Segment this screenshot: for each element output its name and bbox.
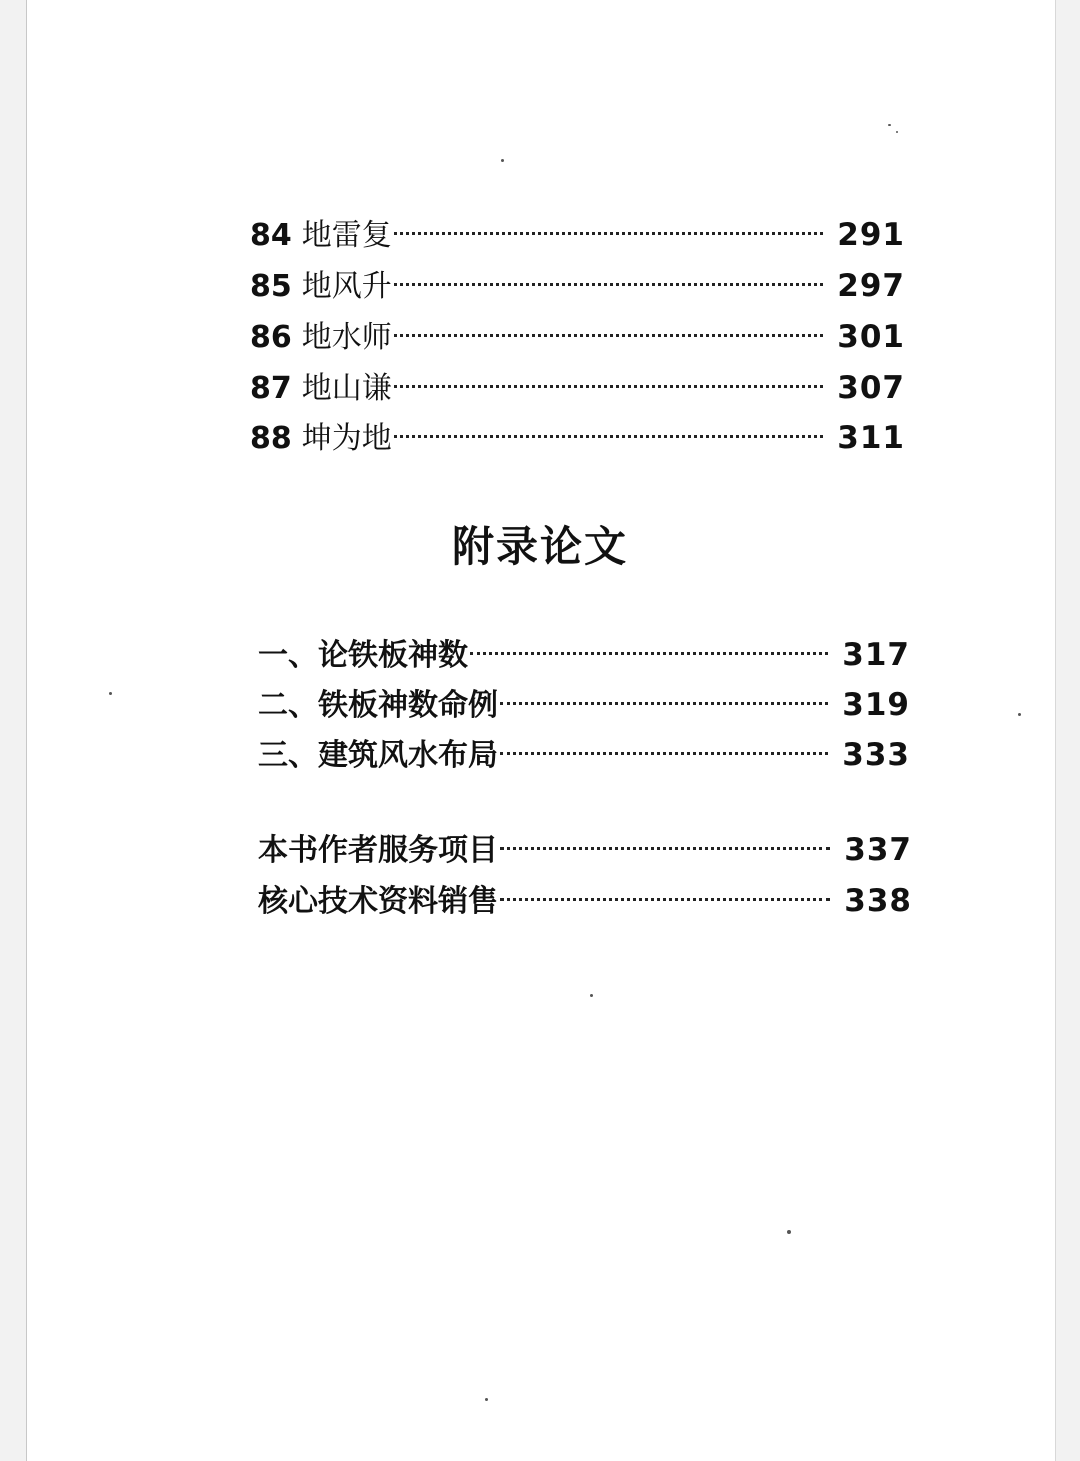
entry-page-number: 301 xyxy=(837,319,905,355)
entry-title: 二、铁板神数命例 xyxy=(258,688,498,723)
dot-leader xyxy=(394,385,824,388)
scan-speck xyxy=(590,994,593,997)
entry-title: 地风升 xyxy=(301,269,392,304)
entry-title: 一、论铁板神数 xyxy=(258,638,468,673)
entry-number: 84 xyxy=(250,218,292,253)
dot-leader xyxy=(394,232,824,235)
scan-speck xyxy=(787,1230,791,1234)
entry-title: 地雷复 xyxy=(301,218,392,253)
appendix-heading: 附录论文 xyxy=(451,522,628,571)
scan-speck xyxy=(485,1398,488,1401)
scan-speck xyxy=(896,131,898,133)
dot-leader xyxy=(394,334,824,337)
dot-leader xyxy=(500,847,830,850)
entry-title: 三、建筑风水布局 xyxy=(258,738,498,773)
entry-title: 坤为地 xyxy=(301,421,392,456)
entry-number: 87 xyxy=(250,371,292,406)
scan-speck xyxy=(109,692,112,695)
entry-page-number: 338 xyxy=(844,883,912,919)
dot-leader xyxy=(470,652,828,655)
toc-entry-84[interactable] xyxy=(250,215,905,255)
scan-speck xyxy=(1018,713,1021,716)
entry-page-number: 311 xyxy=(837,420,905,456)
toc-entry-core-materials[interactable] xyxy=(258,881,912,921)
dot-leader xyxy=(500,898,830,901)
entry-title: 核心技术资料销售 xyxy=(258,884,498,919)
toc-entry-appendix-2[interactable] xyxy=(258,685,910,725)
entry-title: 地水师 xyxy=(301,320,392,355)
entry-page-number: 317 xyxy=(842,637,910,673)
entry-page-number: 291 xyxy=(837,217,905,253)
entry-page-number: 307 xyxy=(837,370,905,406)
toc-entry-85[interactable] xyxy=(250,266,905,306)
dot-leader xyxy=(500,752,828,755)
toc-entry-88[interactable] xyxy=(250,418,905,458)
entry-page-number: 337 xyxy=(844,832,912,868)
toc-entry-author-services[interactable] xyxy=(258,830,912,870)
scan-speck xyxy=(888,124,891,126)
entry-number: 86 xyxy=(250,320,292,355)
toc-entry-appendix-3[interactable] xyxy=(258,735,910,775)
entry-title: 地山谦 xyxy=(301,371,392,406)
scan-speck xyxy=(501,159,504,162)
toc-entry-87[interactable] xyxy=(250,368,905,408)
dot-leader xyxy=(394,435,824,438)
toc-entry-86[interactable] xyxy=(250,317,905,357)
entry-number: 85 xyxy=(250,269,292,304)
entry-page-number: 319 xyxy=(842,687,910,723)
entry-title: 本书作者服务项目 xyxy=(258,833,498,868)
entry-page-number: 333 xyxy=(842,737,910,773)
dot-leader xyxy=(500,702,828,705)
toc-entry-appendix-1[interactable] xyxy=(258,635,910,675)
entry-page-number: 297 xyxy=(837,268,905,304)
dot-leader xyxy=(394,283,824,286)
entry-number: 88 xyxy=(250,421,292,456)
